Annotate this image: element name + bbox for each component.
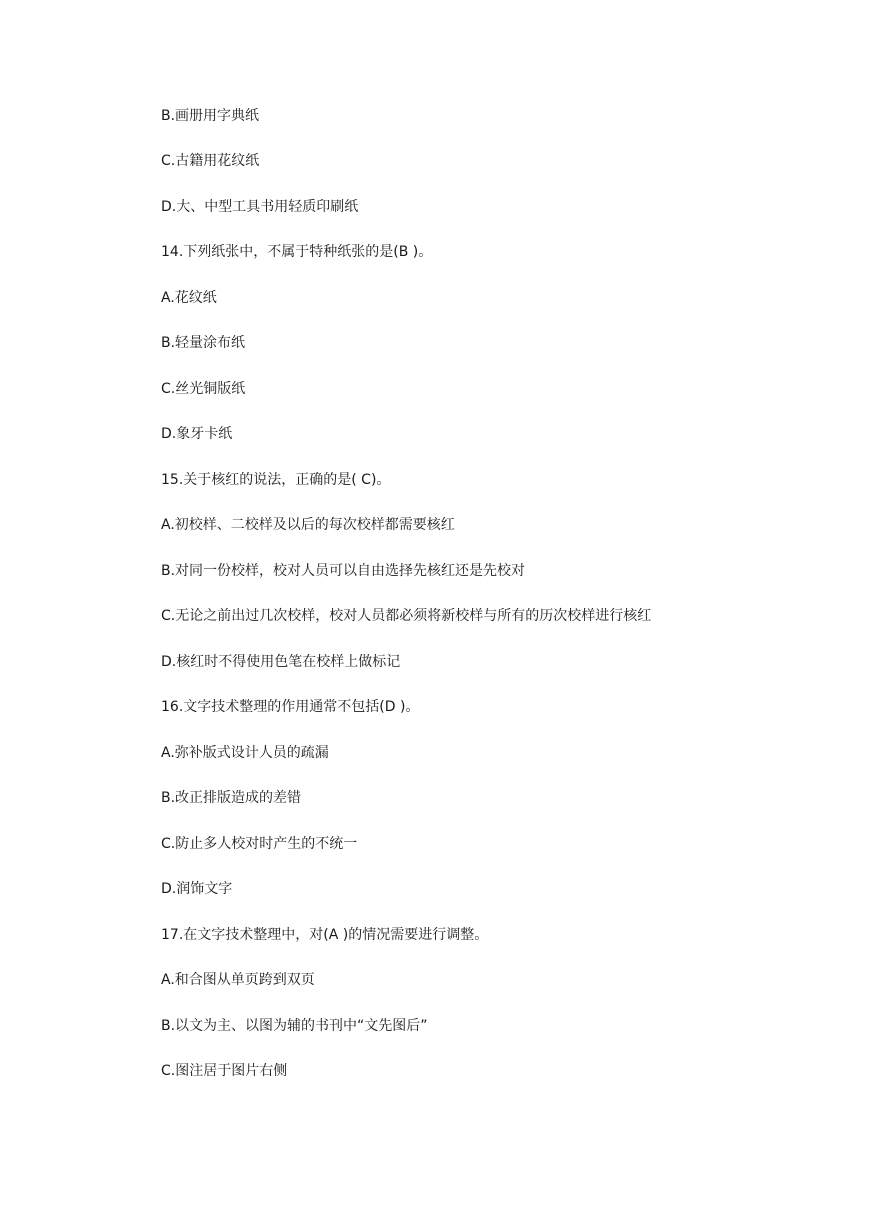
question-line: 17.在文字技术整理中，对(A )的情况需要进行调整。 bbox=[161, 927, 489, 943]
option-line: D.大、中型工具书用轻质印刷纸 bbox=[161, 199, 359, 215]
option-line: A.初校样、二校样及以后的每次校样都需要核红 bbox=[161, 517, 455, 533]
option-line: D.核红时不得使用色笔在校样上做标记 bbox=[161, 654, 401, 670]
option-line: D.润饰文字 bbox=[161, 881, 233, 897]
question-line: 16.文字技术整理的作用通常不包括(D )。 bbox=[161, 699, 420, 715]
option-line: B.轻量涂布纸 bbox=[161, 335, 246, 351]
question-line: 14.下列纸张中，不属于特种纸张的是(B )。 bbox=[161, 244, 433, 260]
option-line: B.对同一份校样，校对人员可以自由选择先核红还是先校对 bbox=[161, 563, 526, 579]
option-line: C.丝光铜版纸 bbox=[161, 381, 246, 397]
option-line: C.无论之前出过几次校样，校对人员都必须将新校样与所有的历次校样进行核红 bbox=[161, 608, 652, 624]
option-line: D.象牙卡纸 bbox=[161, 426, 233, 442]
option-line: B.以文为主、以图为辅的书刊中“文先图后” bbox=[161, 1018, 428, 1034]
option-line: A.和合图从单页跨到双页 bbox=[161, 972, 315, 988]
option-line: A.花纹纸 bbox=[161, 290, 217, 306]
question-line: 15.关于核红的说法，正确的是( C)。 bbox=[161, 472, 391, 488]
option-line: A.弥补版式设计人员的疏漏 bbox=[161, 745, 329, 761]
option-line: C.古籍用花纹纸 bbox=[161, 153, 260, 169]
option-line: B.改正排版造成的差错 bbox=[161, 790, 302, 806]
option-line: B.画册用字典纸 bbox=[161, 108, 260, 124]
option-line: C.防止多人校对时产生的不统一 bbox=[161, 836, 358, 852]
option-line: C.图注居于图片右侧 bbox=[161, 1063, 288, 1079]
